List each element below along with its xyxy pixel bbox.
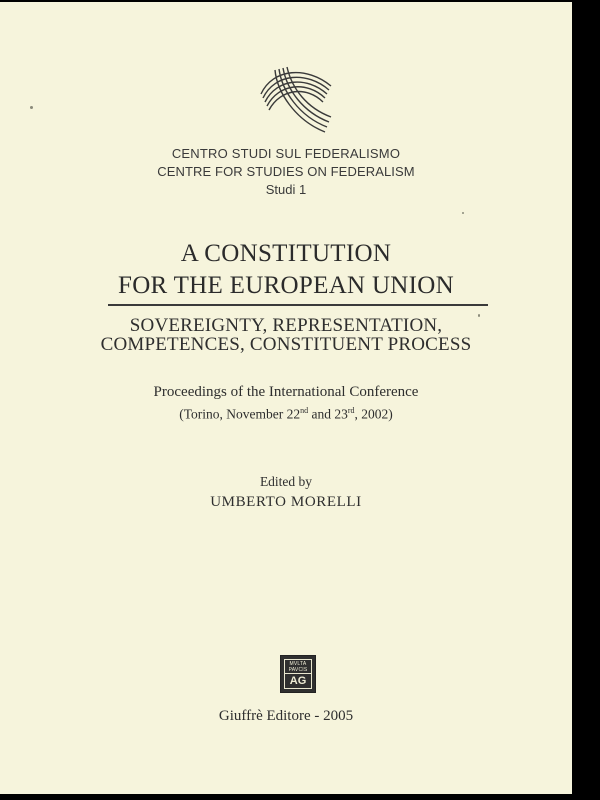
book-title-line-1: A CONSTITUTION xyxy=(180,240,392,267)
editor-name: UMBERTO MORELLI xyxy=(210,494,362,510)
title-divider xyxy=(108,304,488,306)
dates-prefix: (Torino, November 22 xyxy=(179,406,301,422)
publisher-line: Giuffrè Editore - 2005 xyxy=(218,708,354,724)
subtitle-line-1: SOVEREIGNTY, REPRESENTATION, xyxy=(129,315,443,336)
book-title-line-2: FOR THE EUROPEAN UNION xyxy=(117,272,454,299)
emblem-initials: AG xyxy=(289,675,307,687)
subtitle-line-2: COMPETENCES, CONSTITUENT PROCESS xyxy=(100,334,472,355)
publisher-emblem-icon xyxy=(280,655,316,693)
edited-by-label: Edited by xyxy=(259,474,313,489)
paper-speck xyxy=(462,212,464,214)
dates-suffix: , 2002) xyxy=(354,406,393,422)
dates-middle: and 23 xyxy=(308,406,348,422)
paper-speck xyxy=(30,106,33,109)
paper-speck xyxy=(478,314,480,317)
conference-dates xyxy=(0,406,572,423)
federalism-arcs-logo-icon xyxy=(255,64,335,136)
series-name-italian: CENTRO STUDI SUL FEDERALISMO xyxy=(171,146,401,161)
proceedings-line: Proceedings of the International Conference xyxy=(153,384,419,400)
dates-superscript-1: nd xyxy=(300,406,309,415)
emblem-word-2: PAVCIS xyxy=(285,667,311,674)
series-name-english: CENTRE FOR STUDIES ON FEDERALISM xyxy=(157,164,415,179)
series-number: Studi 1 xyxy=(265,182,307,197)
dates-superscript-2: rd xyxy=(347,406,355,415)
book-cover xyxy=(0,2,572,794)
emblem-word-1: MVLTA xyxy=(289,661,307,667)
